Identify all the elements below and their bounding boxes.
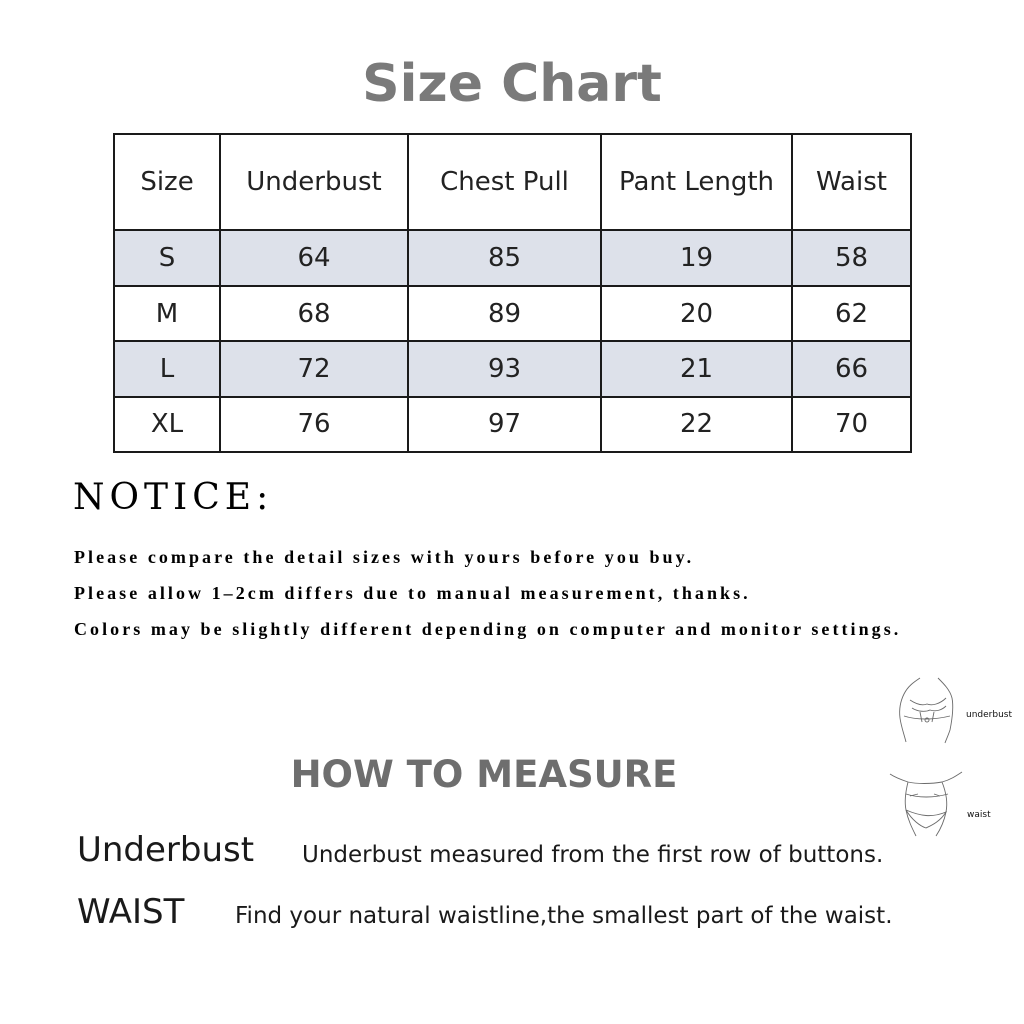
header-waist: Waist — [792, 134, 911, 230]
cell-underbust: 68 — [220, 286, 408, 341]
cell-size: XL — [114, 397, 220, 452]
cell-chest-pull: 89 — [408, 286, 601, 341]
cell-pant-length: 22 — [601, 397, 792, 452]
measure-desc-underbust: Underbust measured from the first row of buttons. — [302, 842, 884, 868]
header-pant-length: Pant Length — [601, 134, 792, 230]
cell-size: S — [114, 230, 220, 285]
table-header-row — [114, 134, 911, 230]
table-row — [114, 397, 911, 452]
cell-waist: 62 — [792, 286, 911, 341]
cell-size: M — [114, 286, 220, 341]
table-row — [114, 230, 911, 285]
notice-line-compare: Please compare the detail sizes with yours before you buy. — [74, 547, 695, 567]
cell-underbust: 72 — [220, 341, 408, 396]
cell-waist: 66 — [792, 341, 911, 396]
table-row — [114, 341, 911, 396]
measure-term-waist: WAIST — [77, 892, 185, 932]
cell-chest-pull: 85 — [408, 230, 601, 285]
how-to-measure-heading: HOW TO MEASURE — [290, 753, 678, 796]
header-size: Size — [114, 134, 220, 230]
cell-pant-length: 21 — [601, 341, 792, 396]
cell-waist: 70 — [792, 397, 911, 452]
header-underbust: Underbust — [220, 134, 408, 230]
measure-term-underbust: Underbust — [77, 830, 255, 870]
cell-size: L — [114, 341, 220, 396]
size-chart-table — [113, 133, 912, 453]
cell-chest-pull: 97 — [408, 397, 601, 452]
notice-line-allowance: Please allow 1–2cm differs due to manual measurement, thanks. — [74, 583, 751, 603]
page-title: Size Chart — [362, 54, 662, 114]
cell-waist: 58 — [792, 230, 911, 285]
underbust-figure-illustration — [890, 676, 962, 744]
table-row — [114, 286, 911, 341]
underbust-figure-label: underbust — [966, 710, 1012, 720]
cell-pant-length: 19 — [601, 230, 792, 285]
measure-desc-waist: Find your natural waistline,the smallest part of the waist. — [235, 903, 893, 929]
notice-line-colors: Colors may be slightly different depending on computer and monitor settings. — [74, 619, 902, 639]
cell-pant-length: 20 — [601, 286, 792, 341]
cell-chest-pull: 93 — [408, 341, 601, 396]
torso-sketch-icon — [890, 676, 962, 744]
waist-figure-label: waist — [967, 810, 991, 820]
cell-underbust: 76 — [220, 397, 408, 452]
header-chest-pull: Chest Pull — [408, 134, 601, 230]
cell-underbust: 64 — [220, 230, 408, 285]
notice-heading: NOTICE: — [73, 477, 274, 518]
